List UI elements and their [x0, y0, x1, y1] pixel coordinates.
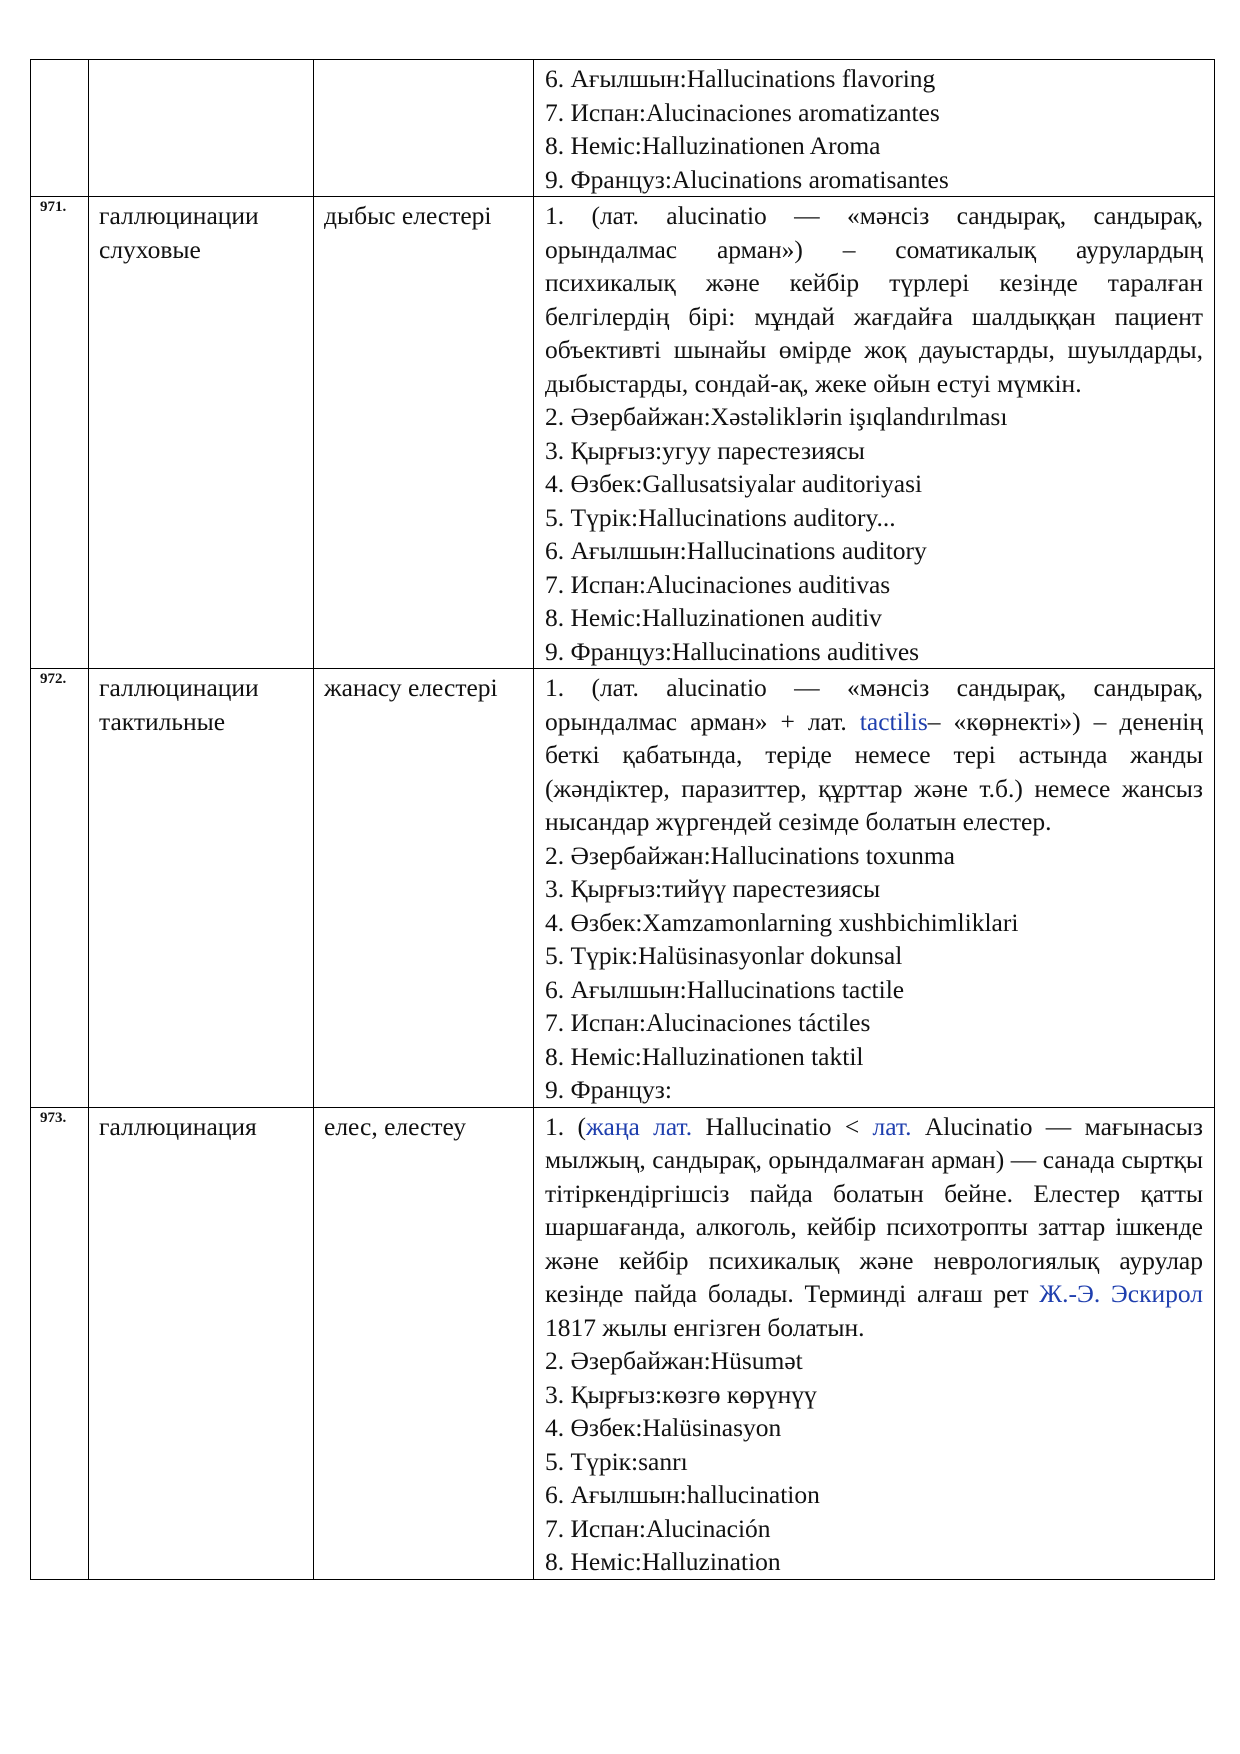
translation-line: 9. Француз:	[545, 1075, 672, 1104]
translation-line: 6. Ағылшын:hallucination	[545, 1480, 820, 1509]
entry-row	[31, 60, 1215, 197]
definition-link[interactable]: лат.	[872, 1111, 912, 1141]
entry-number: 971.	[31, 197, 89, 669]
translation-line: 9. Француз:Hallucinations auditives	[545, 636, 920, 666]
translation-line: 4. Өзбек:Halüsinasyon	[545, 1413, 782, 1442]
definition-link[interactable]: Ж.-Э. Эскирол	[1039, 1279, 1203, 1308]
translation-line: 2. Әзербайжан:Xəstəliklərin işıqlandırılması	[545, 402, 1008, 431]
russian-term: галлюцинации слуховые	[89, 197, 314, 669]
translation-line: 2. Әзербайжан:Hüsumət	[545, 1346, 803, 1375]
entry-number: 972.	[31, 669, 89, 1108]
translation-line: 7. Испан:Alucinaciones auditivas	[545, 569, 891, 599]
kazakh-term: жанасу елестері	[314, 669, 534, 1108]
definition-fragment: 1. (	[545, 1111, 586, 1141]
dictionary-body	[31, 60, 1215, 1580]
kazakh-term: елес, елестеу	[314, 1107, 534, 1579]
translation-line: 6. Ағылшын:Hallucinations flavoring	[545, 64, 936, 93]
entry-row	[31, 1107, 1215, 1579]
russian-term: галлюцинация	[89, 1107, 314, 1579]
definition-fragment: – «көрнекті») – дененің беткі қабатында, теріде немесе тері астында жанды (жәндіктер, паразиттер, құрттар және т.б.) немесе жансыз нысандар жүргендей сезімде болатын елестер.	[545, 706, 1203, 836]
translation-line: 3. Қырғыз:угуу парестезиясы	[545, 435, 865, 465]
entry-row	[31, 197, 1215, 669]
dictionary-table	[30, 59, 1215, 1580]
translation-line: 7. Испан:Alucinaciones táctiles	[545, 1008, 871, 1037]
translation-line: 8. Неміс:Halluzinationen auditiv	[545, 603, 882, 632]
entry-row	[31, 669, 1215, 1108]
translation-line: 4. Өзбек:Gallusatsiyalar auditoriyasi	[545, 469, 923, 498]
kazakh-term	[314, 60, 534, 197]
definition-text	[545, 1110, 1203, 1345]
russian-term	[89, 60, 314, 197]
definition-cell	[534, 197, 1215, 669]
translation-line: 2. Әзербайжан:Hallucinations toxunma	[545, 840, 955, 870]
definition-cell	[534, 669, 1215, 1108]
definition-fragment: Hallucinatio <	[692, 1111, 873, 1141]
translation-line: 8. Неміс:Halluzinationen taktil	[545, 1041, 864, 1071]
translation-line: 6. Ағылшын:Hallucinations tactile	[545, 974, 905, 1004]
definition-fragment: 1. (лат. alucinatio — «мәнсіз сандырақ, сандырақ, орындалмас арман» + лат.	[545, 673, 1203, 736]
translation-line: 7. Испан:Alucinaciones aromatizantes	[545, 97, 940, 127]
translation-line: 7. Испан:Alucinación	[545, 1513, 771, 1543]
definition-cell	[534, 60, 1215, 197]
translation-line: 6. Ағылшын:Hallucinations auditory	[545, 536, 927, 565]
definition-fragment: Alucinatio — мағынасыз мылжың, сандырақ, орындалмаған арман) — санада сыртқы тітіркендіргішсіз пайда болатын бейне. Елестер қатты шаршағанда, алкоголь, кейбір психотропты заттар ішкенде және кейбір психикалық және неврологиялық аурулар кезінде пайда болады. Терминді алғаш рет	[545, 1111, 1203, 1308]
definition-fragment: 1817 жылы енгізген болатын.	[545, 1312, 865, 1342]
definition-fragment: 1. (лат. alucinatio — «мәнсіз сандырақ, сандырақ, орындалмас арман») – соматикалық аурулардың психикалық және кейбір түрлері кезінде таралған белгілердің бірі: мұндай жағдайға шалдыққан пациент объективті шынайы өмірде жоқ дауыстарды, шуылдарды, дыбыстарды, сондай-ақ, жеке ойын естуі мүмкін.	[545, 201, 1203, 398]
kazakh-term: дыбыс елестері	[314, 197, 534, 669]
definition-link[interactable]: tactilis	[859, 706, 928, 736]
translation-line: 8. Неміс:Halluzinationen Aroma	[545, 131, 881, 160]
translation-line: 8. Неміс:Halluzination	[545, 1547, 781, 1576]
definition-text	[545, 671, 1203, 839]
definition-text	[545, 199, 1203, 400]
translation-line: 5. Түрік:sanrı	[545, 1446, 688, 1476]
translation-line: 5. Түрік:Hallucinations auditory...	[545, 502, 896, 532]
russian-term: галлюцинации тактильные	[89, 669, 314, 1108]
translation-line: 5. Түрік:Halüsinasyonlar dokunsal	[545, 941, 903, 970]
translation-line: 3. Қырғыз:тийүү парестезиясы	[545, 874, 881, 903]
entry-number	[31, 60, 89, 197]
definition-cell	[534, 1107, 1215, 1579]
translation-line: 3. Қырғыз:көзгө көрүнүү	[545, 1379, 817, 1409]
entry-number: 973.	[31, 1107, 89, 1579]
definition-link[interactable]: жаңа лат.	[585, 1111, 693, 1141]
translation-line: 9. Француз:Alucinations aromatisantes	[545, 164, 949, 194]
translation-line: 4. Өзбек:Xamzamonlarning xushbichimliklari	[545, 907, 1019, 937]
